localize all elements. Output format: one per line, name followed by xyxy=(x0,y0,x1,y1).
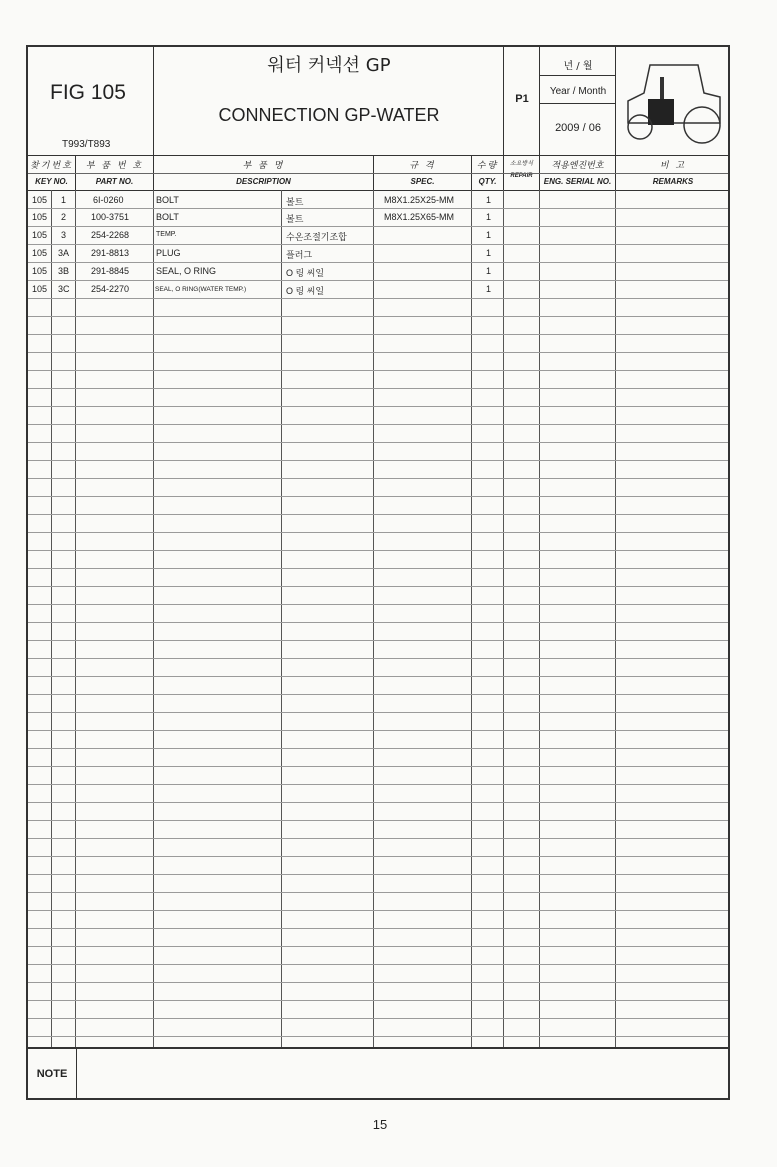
year-month-value: 2009 / 06 xyxy=(555,122,601,134)
description-ko: 볼트 xyxy=(286,197,304,207)
part-no: 6I-0260 xyxy=(93,195,124,205)
row-rule xyxy=(28,478,728,479)
row-rule xyxy=(28,442,728,443)
row-rule xyxy=(28,424,728,425)
row-rule xyxy=(28,658,728,659)
description-ko: 플러그 xyxy=(286,250,313,260)
description-en: PLUG xyxy=(156,248,181,258)
col-repair: 소요방식 REPAIR xyxy=(504,155,540,190)
tractor-icon xyxy=(620,53,728,149)
ym-divider-1 xyxy=(540,75,615,76)
qty: 1 xyxy=(486,195,492,205)
row-rule xyxy=(28,1036,728,1037)
description-en: BOLT xyxy=(156,212,179,222)
title-english: CONNECTION GP-WATER xyxy=(218,105,440,125)
col-key-no: 찾기번호 KEY NO. xyxy=(28,155,76,190)
row-rule xyxy=(28,280,728,281)
row-rule xyxy=(28,316,728,317)
fig-no: 105 xyxy=(32,284,48,294)
row-rule xyxy=(28,982,728,983)
row-rule xyxy=(28,820,728,821)
note-label: NOTE xyxy=(28,1049,77,1100)
key-no: 2 xyxy=(61,212,67,222)
ym-divider-2 xyxy=(540,103,615,104)
row-rule xyxy=(28,298,728,299)
row-rule xyxy=(28,838,728,839)
row-rule xyxy=(28,208,728,209)
row-rule xyxy=(28,460,728,461)
vline-repair xyxy=(504,190,540,1047)
key-no: 3C xyxy=(58,284,70,294)
description-ko: O 링 씨일 xyxy=(286,286,325,296)
spec: M8X1.25X25-MM xyxy=(384,195,455,205)
model-number: T993/T893 xyxy=(62,139,111,150)
row-rule xyxy=(28,370,728,371)
row-rule xyxy=(28,694,728,695)
description-en: TEMP. xyxy=(156,231,177,238)
page-number: 15 xyxy=(372,1117,388,1132)
colhdr-mid-line xyxy=(28,173,728,174)
vline-spec xyxy=(374,190,472,1047)
part-no: 291-8845 xyxy=(91,266,130,276)
description-en: SEAL, O RING xyxy=(156,266,217,276)
row-rule xyxy=(28,352,728,353)
key-no: 3A xyxy=(58,248,70,258)
row-rule xyxy=(28,244,728,245)
vline-desc-ko xyxy=(282,190,374,1047)
col-eng-serial: 적용엔진번호 ENG. SERIAL NO. xyxy=(540,155,616,190)
description-ko: 수온조절기조합 xyxy=(286,232,347,242)
vline-fig xyxy=(28,190,52,1047)
parts-sheet xyxy=(26,45,730,1100)
row-rule xyxy=(28,262,728,263)
row-rule xyxy=(28,928,728,929)
description-ko: O 링 씨일 xyxy=(286,268,325,278)
vline-part xyxy=(76,190,154,1047)
col-part-no: 부 품 번 호 PART NO. xyxy=(76,155,154,190)
row-rule xyxy=(28,964,728,965)
year-month-label-ko: 년 / 월 xyxy=(563,61,593,72)
vline-key xyxy=(52,190,76,1047)
row-rule xyxy=(28,496,728,497)
row-rule xyxy=(28,910,728,911)
row-rule xyxy=(28,856,728,857)
row-rule xyxy=(28,784,728,785)
qty: 1 xyxy=(486,266,492,276)
fig-no: 105 xyxy=(32,248,48,258)
title-korean: 워터 커넥션 GP xyxy=(267,55,391,76)
qty: 1 xyxy=(486,248,492,258)
row-rule xyxy=(28,388,728,389)
row-rule xyxy=(28,892,728,893)
row-rule xyxy=(28,874,728,875)
col-remarks: 비 고 REMARKS xyxy=(652,161,694,186)
part-no: 254-2270 xyxy=(91,284,130,294)
vline-desc-en xyxy=(154,190,282,1047)
row-rule xyxy=(28,622,728,623)
row-rule xyxy=(28,676,728,677)
part-no: 254-2268 xyxy=(91,230,130,240)
qty: 1 xyxy=(486,212,492,222)
key-no: 3 xyxy=(61,230,67,240)
part-no: 291-8813 xyxy=(91,248,130,258)
col-qty: 수량 QTY. xyxy=(472,155,504,190)
row-rule xyxy=(28,1018,728,1019)
part-no: 100-3751 xyxy=(91,212,130,222)
fig-no: 105 xyxy=(32,195,48,205)
description-ko: 볼트 xyxy=(286,214,304,224)
row-rule xyxy=(28,748,728,749)
qty: 1 xyxy=(486,230,492,240)
note-area xyxy=(28,1047,728,1100)
row-rule xyxy=(28,406,728,407)
row-rule xyxy=(28,550,728,551)
row-rule xyxy=(28,532,728,533)
key-no: 3B xyxy=(58,266,70,276)
row-rule xyxy=(28,514,728,515)
fig-no: 105 xyxy=(32,266,48,276)
row-rule xyxy=(28,226,728,227)
col-description: 부 품 명 DESCRIPTION xyxy=(154,155,374,190)
fig-number: FIG 105 xyxy=(50,81,126,104)
fig-no: 105 xyxy=(32,212,48,222)
col-spec: 규 격 SPEC. xyxy=(374,155,472,190)
vline-qty xyxy=(472,190,504,1047)
row-rule xyxy=(28,730,728,731)
year-month-label-en: Year / Month xyxy=(549,86,607,97)
row-rule xyxy=(28,604,728,605)
row-rule xyxy=(28,1000,728,1001)
page-code: P1 xyxy=(515,93,529,105)
spec: M8X1.25X65-MM xyxy=(384,212,455,222)
description-en: BOLT xyxy=(156,195,179,205)
row-rule xyxy=(28,946,728,947)
row-rule xyxy=(28,712,728,713)
row-rule xyxy=(28,802,728,803)
row-rule xyxy=(28,586,728,587)
vline-serial xyxy=(540,190,616,1047)
description-en: SEAL, O RING(WATER TEMP.) xyxy=(155,286,247,293)
fig-no: 105 xyxy=(32,230,48,240)
key-no: 1 xyxy=(61,195,67,205)
row-rule xyxy=(28,640,728,641)
qty: 1 xyxy=(486,284,492,294)
row-rule xyxy=(28,334,728,335)
row-rule xyxy=(28,766,728,767)
row-rule xyxy=(28,568,728,569)
